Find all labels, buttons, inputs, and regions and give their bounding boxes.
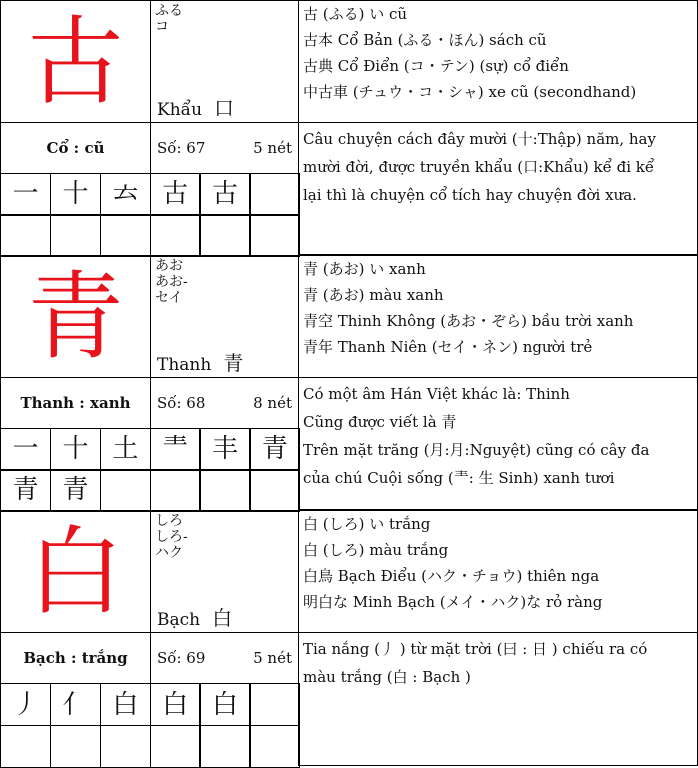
- stroke-order-cell: [50, 725, 101, 768]
- story-line: mười đời, được truyền khẩu (口:Khẩu) kể đi kể: [303, 158, 655, 176]
- example-word: 青 (あお) màu xanh: [303, 286, 444, 304]
- readings-box: [150, 255, 299, 378]
- story-line: màu trắng (白 : Bạch ): [303, 668, 471, 686]
- stroke-order-cell: [199, 725, 250, 768]
- story-line: Câu chuyện cách đây mười (十:Thập) năm, hay: [303, 130, 656, 148]
- stroke-count: 5 nét: [253, 139, 292, 157]
- stroke-order-cell: [0, 725, 51, 768]
- kanji-number: Số: 69: [157, 649, 206, 667]
- stroke-count: 5 nét: [253, 649, 292, 667]
- example-word: 古本 Cổ Bản (ふる・ほん) sách cũ: [303, 31, 547, 49]
- radical: 青: [223, 351, 244, 375]
- stroke-order-cell: [0, 214, 51, 257]
- mnemonic-story: [298, 377, 698, 510]
- mnemonic-story: [298, 122, 698, 255]
- kanji-meta: [150, 122, 299, 174]
- hanviet-label: Bạch: [157, 610, 201, 630]
- stroke-order-cell: [249, 214, 300, 257]
- kanji-meaning-title: Cổ : cũ: [0, 122, 151, 174]
- stroke-order-cell: [249, 725, 300, 768]
- kanji-number: Số: 68: [157, 394, 206, 412]
- radical: 白: [212, 606, 233, 630]
- kanji-character: 青: [0, 255, 151, 378]
- kanji-character: 古: [0, 0, 151, 123]
- stroke-order-cell: [50, 214, 101, 257]
- stroke-order-cell: [249, 469, 300, 512]
- example-word: 青空 Thinh Không (あお・ぞら) bầu trời xanh: [303, 312, 634, 330]
- stroke-order-cell: [249, 173, 300, 216]
- stroke-order-cell: 古: [199, 173, 250, 216]
- example-word: 古 (ふる) い cũ: [303, 5, 408, 23]
- stroke-order-cell: 青: [0, 469, 51, 512]
- example-word: 古典 Cổ Điển (コ・テン) (sự) cổ điển: [303, 57, 569, 75]
- kanji-character: 白: [0, 510, 151, 633]
- kanji-meaning-title: Bạch : trắng: [0, 632, 151, 684]
- stroke-order-cell: 古: [150, 173, 201, 216]
- stroke-order-cell: [100, 725, 151, 768]
- example-word: 白 (しろ) màu trắng: [303, 541, 449, 559]
- kanji-number: Số: 67: [157, 139, 206, 157]
- hanviet-reading: [157, 96, 235, 120]
- kanji-meta: [150, 377, 299, 429]
- example-word: 青 (あお) い xanh: [303, 260, 426, 278]
- kanji-meaning-title: Thanh : xanh: [0, 377, 151, 429]
- example-word: 白 (しろ) い trắng: [303, 515, 431, 533]
- readings-box: [150, 510, 299, 633]
- reading: コ: [155, 19, 169, 35]
- stroke-order-cell: [150, 214, 201, 257]
- hanviet-label: Khẩu: [157, 100, 203, 120]
- example-words: [298, 510, 698, 633]
- reading: ハク: [155, 545, 183, 561]
- reading: しろ: [155, 513, 183, 529]
- story-line: Trên mặt trăng (月:月:Nguyệt) cũng có cây đa: [303, 441, 650, 459]
- mnemonic-story: [298, 632, 698, 766]
- hanviet-label: Thanh: [157, 355, 212, 375]
- stroke-order-cell: 丰: [199, 428, 250, 471]
- stroke-order-cell: 青: [50, 469, 101, 512]
- example-word: 白鳥 Bạch Điểu (ハク・チョウ) thiên nga: [303, 567, 600, 585]
- readings-box: [150, 0, 299, 123]
- stroke-order-cell: 一: [0, 173, 51, 216]
- stroke-order-cell: 一: [0, 428, 51, 471]
- reading: ふる: [155, 3, 183, 19]
- stroke-order-cell: [100, 469, 151, 512]
- reading: しろ-: [155, 529, 188, 545]
- stroke-order-cell: [100, 214, 151, 257]
- hanviet-reading: [157, 606, 233, 630]
- stroke-order-cell: 青: [249, 428, 300, 471]
- stroke-order-cell: [199, 469, 250, 512]
- example-words: [298, 0, 698, 123]
- example-word: 青年 Thanh Niên (セイ・ネン) người trẻ: [303, 338, 593, 356]
- stroke-count: 8 nét: [253, 394, 292, 412]
- story-line: Tia nắng (丿 ) từ mặt trời (曰 : 日 ) chiếu ra có: [303, 640, 648, 658]
- reading: あお: [155, 258, 183, 274]
- story-line: Cũng được viết là 青: [303, 413, 457, 431]
- stroke-order-cell: 龶: [150, 428, 201, 471]
- story-line: của chú Cuội sống (龶: 生 Sinh) xanh tươi: [303, 469, 615, 487]
- stroke-order-cell: [249, 683, 300, 726]
- stroke-order-cell: 十: [50, 428, 101, 471]
- radical: 口: [214, 96, 235, 120]
- example-word: 中古車 (チュウ・コ・シャ) xe cũ (secondhand): [303, 83, 637, 101]
- stroke-order-cell: 白: [150, 683, 201, 726]
- reading: セイ: [155, 290, 183, 306]
- stroke-order-cell: [150, 469, 201, 512]
- kanji-block: [0, 0, 698, 255]
- kanji-block: [0, 510, 698, 766]
- stroke-order-cell: 𠫓: [100, 173, 151, 216]
- stroke-order-cell: [199, 214, 250, 257]
- story-line: lại thì là chuyện cổ tích hay chuyện đời xưa.: [303, 186, 637, 204]
- reading: あお-: [155, 274, 188, 290]
- hanviet-reading: [157, 351, 244, 375]
- example-words: [298, 255, 698, 378]
- stroke-order-cell: 白: [199, 683, 250, 726]
- example-word: 明白な Minh Bạch (メイ・ハク)な rỏ ràng: [303, 593, 603, 611]
- story-line: Có một âm Hán Việt khác là: Thinh: [303, 385, 570, 403]
- stroke-order-cell: 亻: [50, 683, 101, 726]
- kanji-block: [0, 255, 698, 510]
- kanji-meta: [150, 632, 299, 684]
- stroke-order-cell: 丿: [0, 683, 51, 726]
- stroke-order-cell: 十: [50, 173, 101, 216]
- stroke-order-cell: 白: [100, 683, 151, 726]
- stroke-order-cell: 土: [100, 428, 151, 471]
- stroke-order-cell: [150, 725, 201, 768]
